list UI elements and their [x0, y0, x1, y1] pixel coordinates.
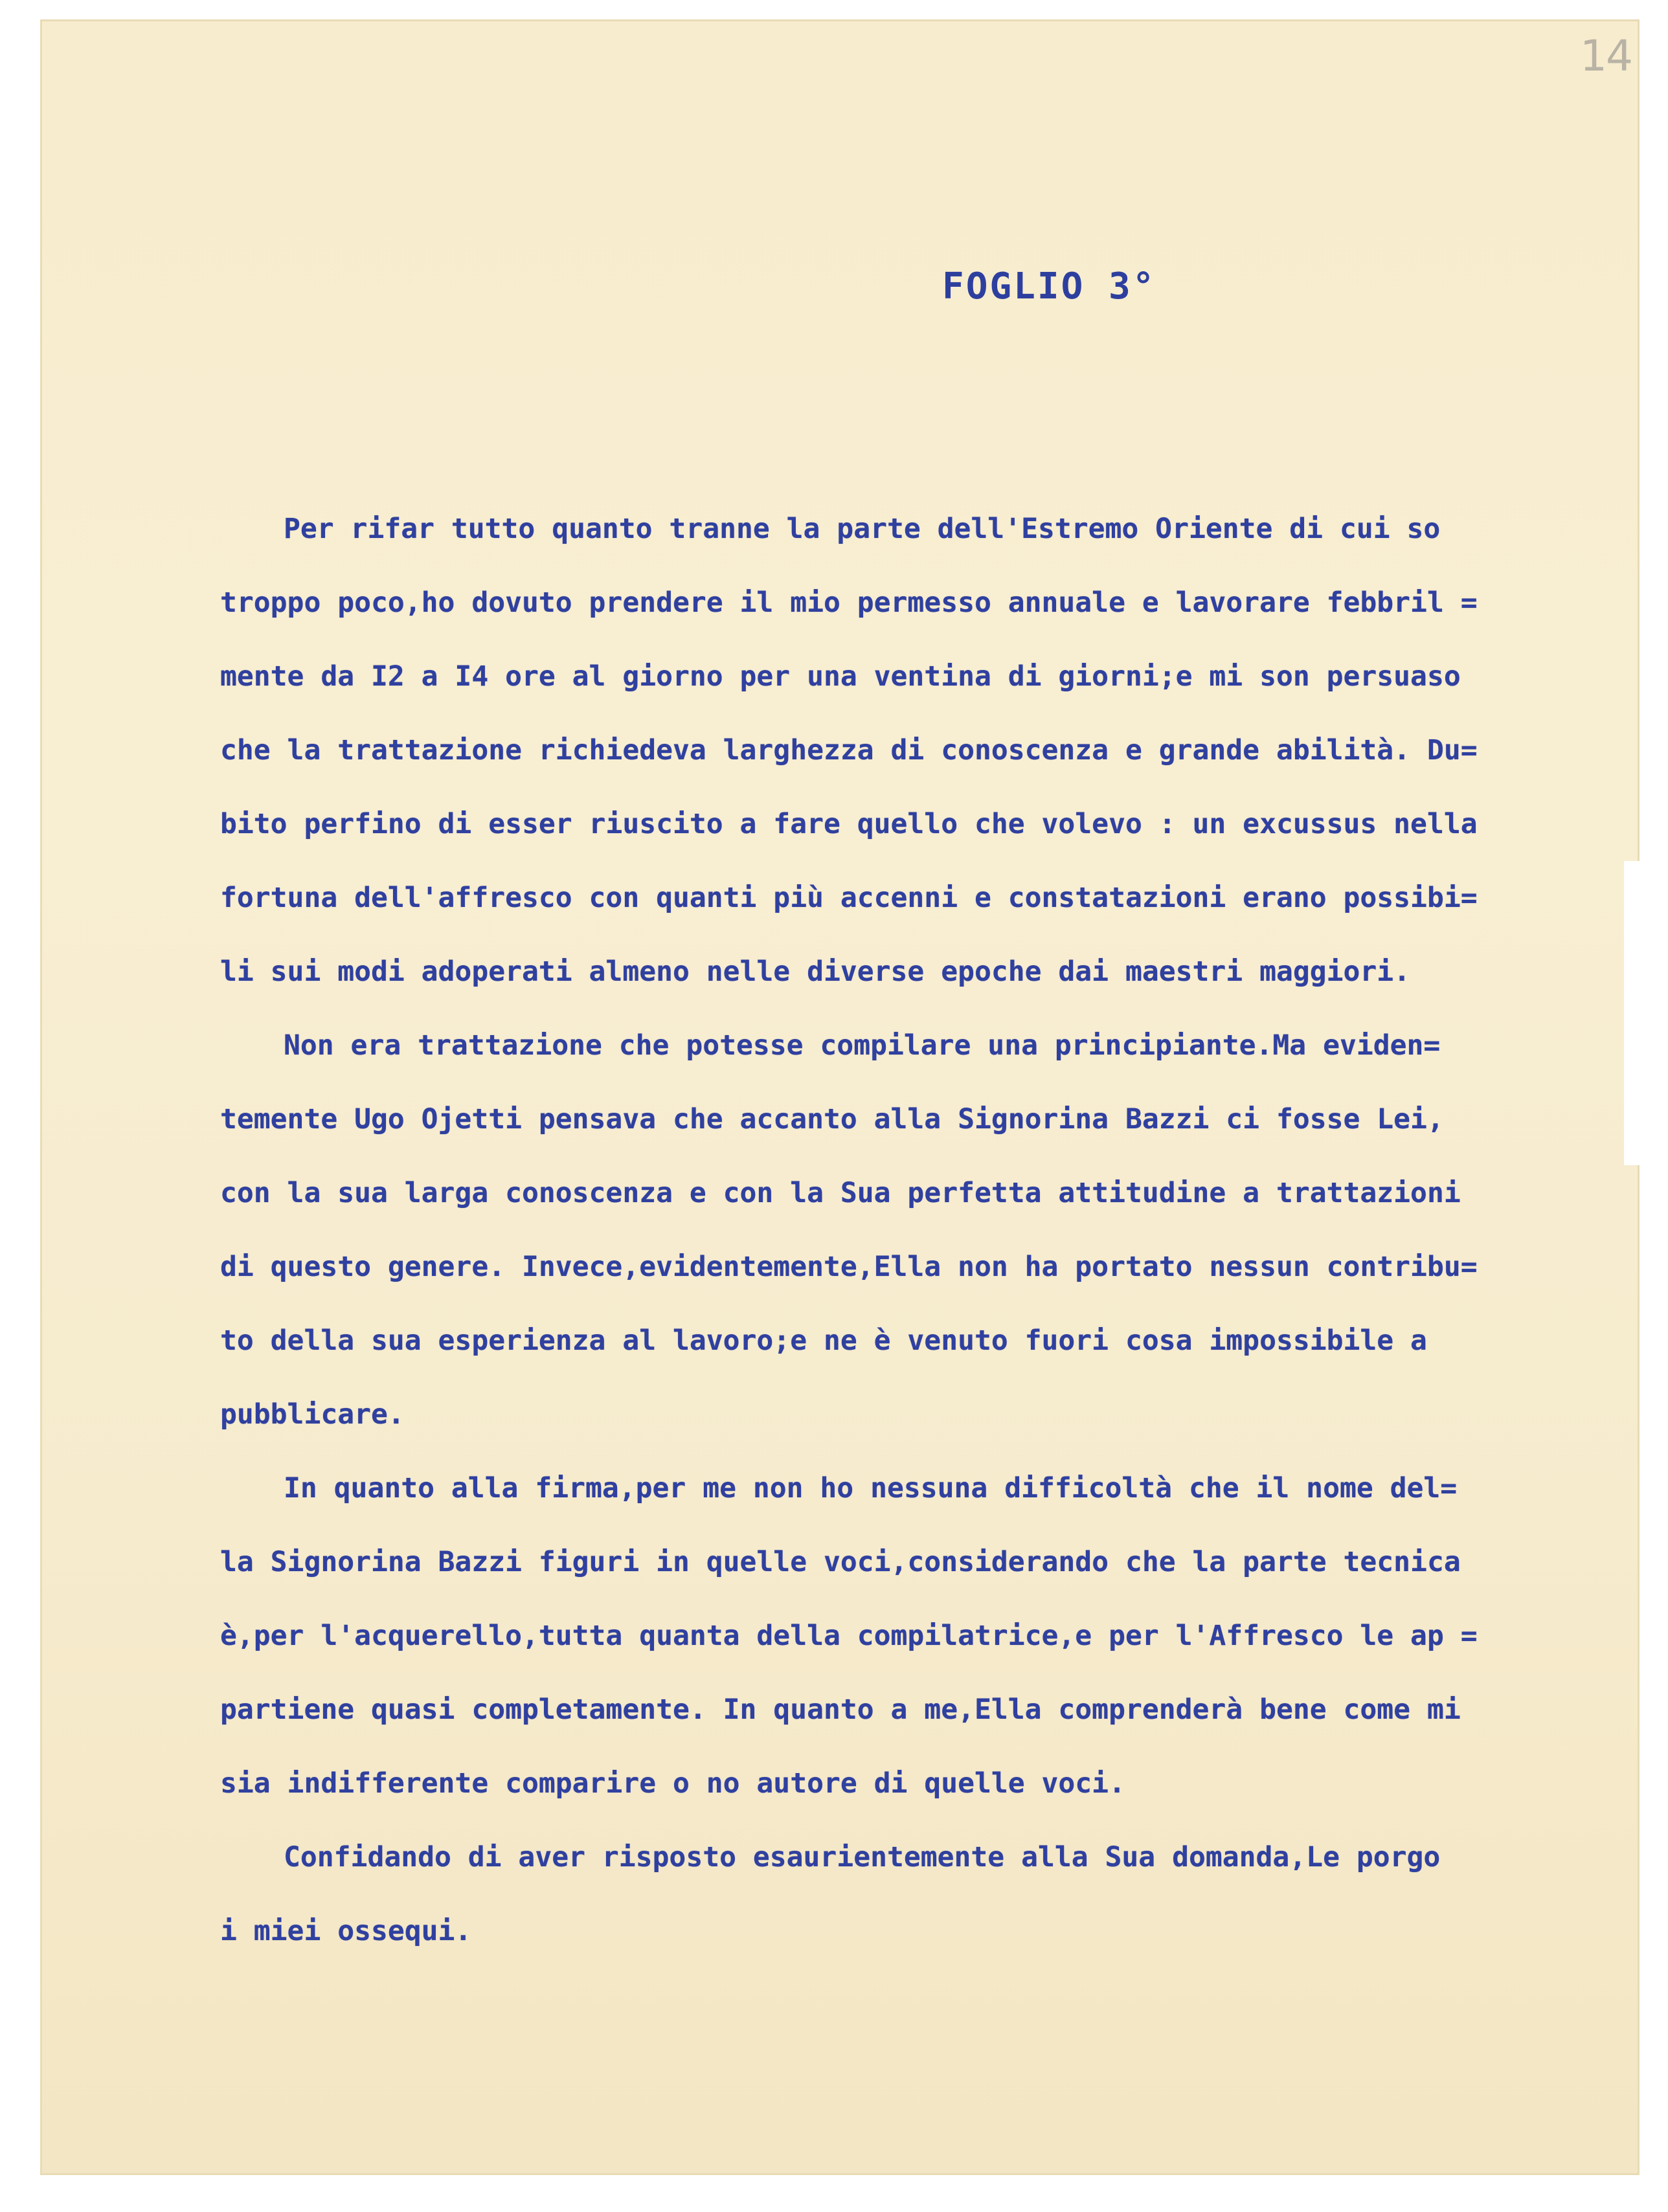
- text-line: è,per l'acquerello,tutta quanta della compilatrice,e per l'Affresco le ap =: [220, 1620, 1478, 1652]
- text-line: troppo poco,ho dovuto prendere il mio permesso annuale e lavorare febbril =: [220, 587, 1478, 619]
- text-line: con la sua larga conoscenza e con la Sua perfetta attitudine a trattazioni: [220, 1177, 1461, 1209]
- paragraph-3: [220, 1451, 1658, 1820]
- text-line: Non era trattazione che potesse compilare una principiante.Ma eviden=: [284, 1029, 1441, 1062]
- paragraph-4: [220, 1820, 1658, 1968]
- text-line: temente Ugo Ojetti pensava che accanto alla Signorina Bazzi ci fosse Lei,: [220, 1103, 1444, 1135]
- text-line: i miei ossequi.: [220, 1915, 472, 1947]
- text-line: li sui modi adoperati almeno nelle diverse epoche dai maestri maggiori.: [220, 955, 1411, 988]
- text-line: che la trattazione richiedeva larghezza di conoscenza e grande abilità. Du=: [220, 734, 1478, 766]
- text-line: di questo genere. Invece,evidentemente,Ella non ha portato nessun contribu=: [220, 1251, 1478, 1283]
- paragraph-2: [220, 1009, 1658, 1451]
- text-line: pubblicare.: [220, 1398, 405, 1431]
- text-line: fortuna dell'affresco con quanti più accenni e constatazioni erano possibi=: [220, 882, 1478, 914]
- text-line: la Signorina Bazzi figuri in quelle voci,considerando che la parte tecnica: [220, 1546, 1461, 1578]
- text-line: bito perfino di esser riuscito a fare quello che volevo : un excussus nella: [220, 808, 1478, 840]
- text-line: Confidando di aver risposto esaurientemente alla Sua domanda,Le porgo: [284, 1841, 1441, 1873]
- text-line: sia indifferente comparire o no autore di quelle voci.: [220, 1767, 1125, 1800]
- sheet-heading: FOGLIO 3°: [942, 265, 1156, 307]
- text-line: to della sua esperienza al lavoro;e ne è venuto fuori cosa impossibile a: [220, 1324, 1427, 1357]
- folio-number: 14: [1580, 31, 1632, 81]
- text-line: In quanto alla firma,per me non ho nessuna difficoltà che il nome del=: [284, 1472, 1458, 1504]
- text-line: partiene quasi completamente. In quanto a me,Ella comprenderà bene come mi: [220, 1693, 1461, 1726]
- paragraph-1: [220, 492, 1658, 1009]
- text-line: mente da I2 a I4 ore al giorno per una ventina di giorni;e mi son persuaso: [220, 660, 1461, 693]
- text-line: Per rifar tutto quanto tranne la parte dell'Estremo Oriente di cui so: [284, 513, 1441, 545]
- letter-body: [220, 492, 1658, 1968]
